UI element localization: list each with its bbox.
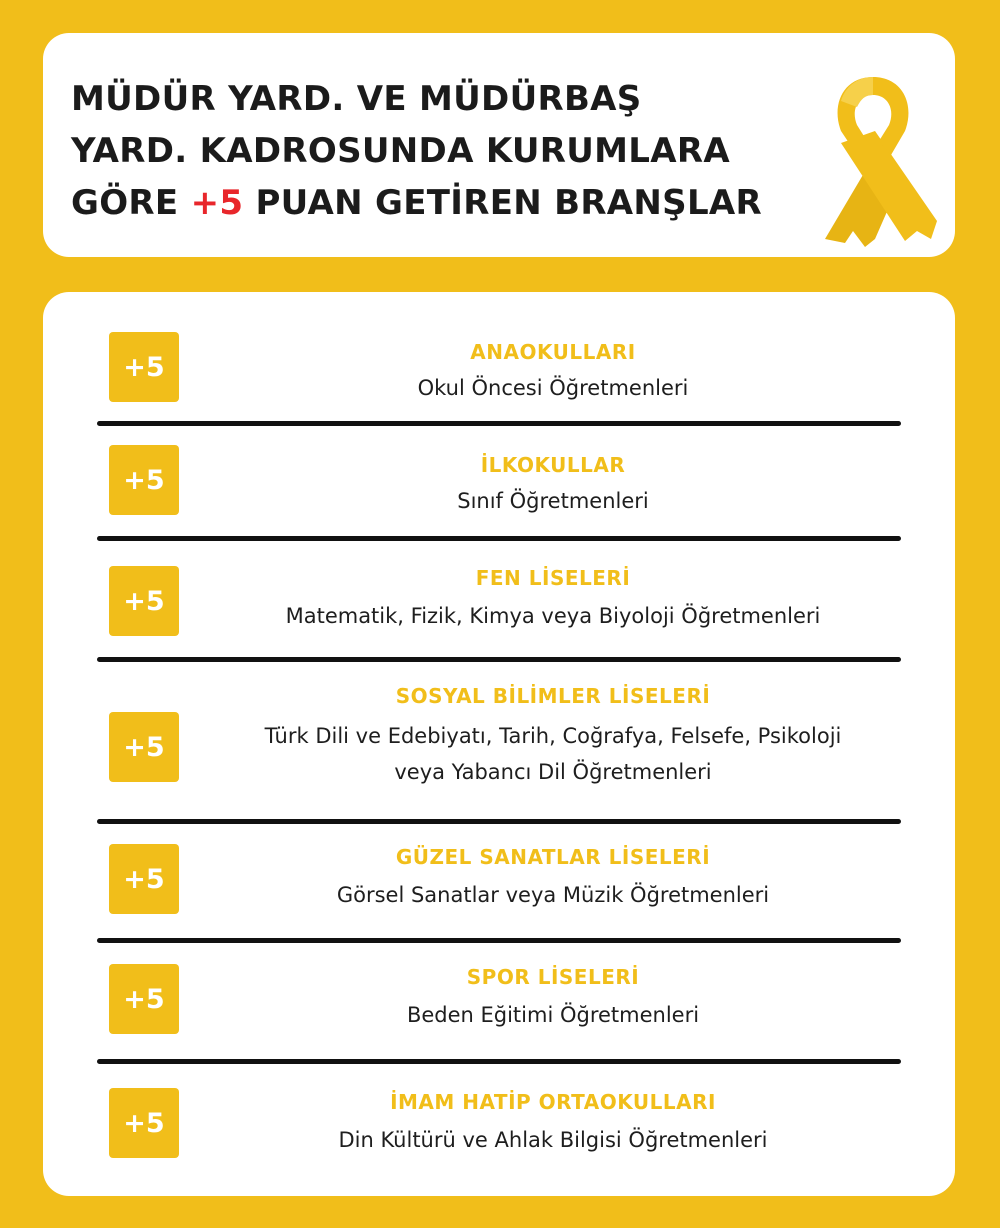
awareness-ribbon-icon xyxy=(805,71,941,257)
list-item xyxy=(43,684,955,814)
list-item xyxy=(43,566,955,666)
item-title: ANAOKULLARI xyxy=(470,340,636,364)
item-description: Matematik, Fizik, Kimya veya Biyoloji Öğretmenleri xyxy=(285,604,821,628)
title-highlight-points: +5 xyxy=(190,183,244,223)
item-description: Sınıf Öğretmenleri xyxy=(457,489,649,513)
header-card xyxy=(43,33,955,257)
item-description-line-1: Türk Dili ve Edebiyatı, Tarih, Coğrafya, Felsefe, Psikoloji xyxy=(264,724,842,748)
title-line-1: MÜDÜR YARD. VE MÜDÜRBAŞ xyxy=(71,79,642,119)
item-title: SOSYAL BİLİMLER LİSELERİ xyxy=(395,684,711,708)
item-description: Görsel Sanatlar veya Müzik Öğretmenleri xyxy=(336,883,770,907)
item-description: Din Kültürü ve Ahlak Bilgisi Öğretmenleri xyxy=(338,1128,768,1152)
points-badge: +5 xyxy=(109,964,179,1034)
item-title: İMAM HATİP ORTAOKULLARI xyxy=(390,1090,716,1114)
list-item xyxy=(43,844,955,944)
points-badge: +5 xyxy=(109,844,179,914)
item-description: Okul Öncesi Öğretmenleri xyxy=(417,376,689,400)
points-badge: +5 xyxy=(109,566,179,636)
item-description: Beden Eğitimi Öğretmenleri xyxy=(406,1003,700,1027)
title-line-2: YARD. KADROSUNDA KURUMLARA xyxy=(71,131,730,171)
divider xyxy=(97,1059,901,1064)
item-title: FEN LİSELERİ xyxy=(475,566,631,590)
item-title: GÜZEL SANATLAR LİSELERİ xyxy=(395,845,711,869)
page-title xyxy=(71,73,811,229)
divider xyxy=(97,819,901,824)
list-item xyxy=(43,964,955,1064)
title-line-3-pre: GÖRE xyxy=(71,183,191,223)
points-badge: +5 xyxy=(109,1088,179,1158)
divider xyxy=(97,657,901,662)
branch-list-card xyxy=(43,292,955,1196)
divider xyxy=(97,938,901,943)
points-badge: +5 xyxy=(109,712,179,782)
points-badge: +5 xyxy=(109,332,179,402)
list-item xyxy=(43,332,955,432)
title-line-3-post: PUAN GETİREN BRANŞLAR xyxy=(243,183,763,223)
list-item xyxy=(43,445,955,545)
title-line-3 xyxy=(71,177,811,229)
item-title: İLKOKULLAR xyxy=(480,453,626,477)
divider xyxy=(97,421,901,426)
item-description-line-2: veya Yabancı Dil Öğretmenleri xyxy=(394,760,712,784)
divider xyxy=(97,536,901,541)
list-item xyxy=(43,1088,955,1188)
item-title: SPOR LİSELERİ xyxy=(466,965,640,989)
points-badge: +5 xyxy=(109,445,179,515)
